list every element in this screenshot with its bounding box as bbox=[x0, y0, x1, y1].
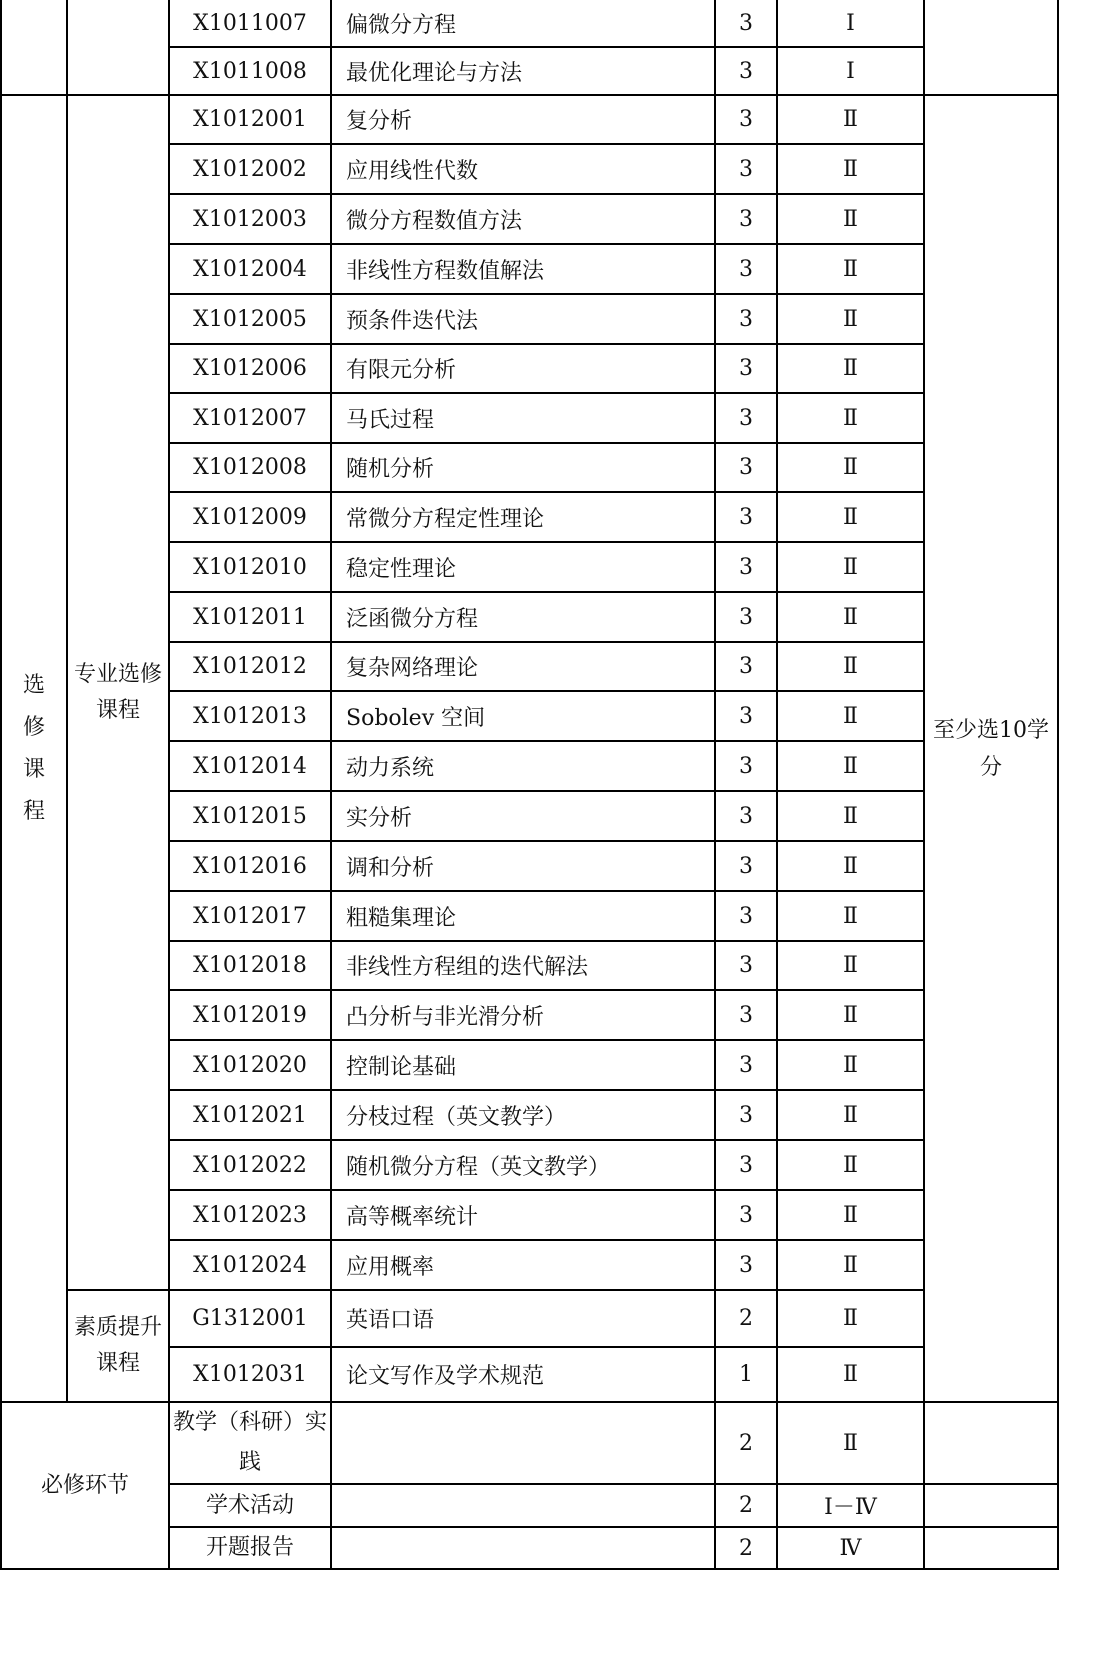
course-term: Ⅱ bbox=[777, 1090, 924, 1140]
course-credits: 3 bbox=[715, 443, 777, 492]
course-name: 随机分析 bbox=[331, 443, 715, 492]
course-credits: 3 bbox=[715, 990, 777, 1040]
course-term: Ⅰ bbox=[777, 0, 924, 47]
course-code: X1012010 bbox=[169, 542, 331, 592]
required-link-blank bbox=[331, 1484, 715, 1527]
course-code: X1012003 bbox=[169, 194, 331, 244]
course-term: Ⅱ bbox=[777, 144, 924, 194]
professional-elective-label: 专业选修课程 bbox=[67, 95, 169, 1290]
course-code: X1012017 bbox=[169, 891, 331, 941]
course-credits: 3 bbox=[715, 1140, 777, 1190]
course-credits: 3 bbox=[715, 393, 777, 443]
course-term: Ⅱ bbox=[777, 95, 924, 144]
course-code: X1012008 bbox=[169, 443, 331, 492]
course-term: Ⅱ bbox=[777, 891, 924, 941]
course-code: X1011008 bbox=[169, 47, 331, 95]
course-name: 实分析 bbox=[331, 791, 715, 841]
course-credits: 3 bbox=[715, 1240, 777, 1290]
course-code: X1012021 bbox=[169, 1090, 331, 1140]
course-term: Ⅱ bbox=[777, 1190, 924, 1240]
course-code: X1012011 bbox=[169, 592, 331, 642]
course-code: X1012016 bbox=[169, 841, 331, 891]
course-name: 调和分析 bbox=[331, 841, 715, 891]
course-code: X1012018 bbox=[169, 941, 331, 990]
course-credits: 3 bbox=[715, 47, 777, 95]
category-cell-continued bbox=[1, 0, 67, 95]
course-credits: 3 bbox=[715, 642, 777, 691]
required-links-label: 必修环节 bbox=[1, 1402, 169, 1569]
course-term: Ⅱ bbox=[777, 1140, 924, 1190]
course-name: Sobolev 空间 bbox=[331, 691, 715, 741]
course-name: 复杂网络理论 bbox=[331, 642, 715, 691]
course-credits: 3 bbox=[715, 691, 777, 741]
course-name: 动力系统 bbox=[331, 741, 715, 791]
course-credits: 3 bbox=[715, 1090, 777, 1140]
course-term: Ⅱ bbox=[777, 1040, 924, 1090]
course-code: X1012001 bbox=[169, 95, 331, 144]
course-credits: 3 bbox=[715, 294, 777, 344]
course-code: X1012012 bbox=[169, 642, 331, 691]
course-name: 分枝过程（英文教学） bbox=[331, 1090, 715, 1140]
course-code: X1012031 bbox=[169, 1347, 331, 1402]
course-name: 微分方程数值方法 bbox=[331, 194, 715, 244]
course-term: Ⅱ bbox=[777, 941, 924, 990]
course-name: 高等概率统计 bbox=[331, 1190, 715, 1240]
table-row bbox=[1, 0, 1058, 47]
course-term: Ⅱ bbox=[777, 642, 924, 691]
course-credits: 1 bbox=[715, 1347, 777, 1402]
course-credits: 3 bbox=[715, 791, 777, 841]
course-credits: 3 bbox=[715, 741, 777, 791]
required-link-blank bbox=[331, 1527, 715, 1569]
course-term: Ⅱ bbox=[777, 741, 924, 791]
quality-course-label: 素质提升课程 bbox=[67, 1290, 169, 1402]
course-credits: 3 bbox=[715, 194, 777, 244]
required-link-credits: 2 bbox=[715, 1484, 777, 1527]
course-term: Ⅱ bbox=[777, 990, 924, 1040]
course-name: 非线性方程组的迭代解法 bbox=[331, 941, 715, 990]
course-name: 预条件迭代法 bbox=[331, 294, 715, 344]
course-name: 常微分方程定性理论 bbox=[331, 492, 715, 542]
course-name: 论文写作及学术规范 bbox=[331, 1347, 715, 1402]
requirement-cell-continued bbox=[924, 0, 1058, 95]
course-credits: 3 bbox=[715, 344, 777, 393]
course-table-body bbox=[1, 0, 1058, 1569]
course-code: X1012007 bbox=[169, 393, 331, 443]
course-term: Ⅱ bbox=[777, 1240, 924, 1290]
required-link-name: 学术活动 bbox=[169, 1484, 331, 1527]
course-name: 应用线性代数 bbox=[331, 144, 715, 194]
course-credits: 3 bbox=[715, 941, 777, 990]
course-code: X1012013 bbox=[169, 691, 331, 741]
course-name: 有限元分析 bbox=[331, 344, 715, 393]
course-name: 稳定性理论 bbox=[331, 542, 715, 592]
required-link-term: Ⅳ bbox=[777, 1527, 924, 1569]
course-term: Ⅱ bbox=[777, 841, 924, 891]
elective-category-label: 选修课程 bbox=[22, 672, 45, 824]
course-term: Ⅱ bbox=[777, 542, 924, 592]
course-credits: 3 bbox=[715, 592, 777, 642]
course-credits: 3 bbox=[715, 95, 777, 144]
table-row bbox=[1, 1402, 1058, 1484]
course-name: 最优化理论与方法 bbox=[331, 47, 715, 95]
course-name: 复分析 bbox=[331, 95, 715, 144]
course-credits: 3 bbox=[715, 144, 777, 194]
course-name: 应用概率 bbox=[331, 1240, 715, 1290]
required-link-term: Ⅱ bbox=[777, 1402, 924, 1484]
course-name: 控制论基础 bbox=[331, 1040, 715, 1090]
course-name: 马氏过程 bbox=[331, 393, 715, 443]
course-code: X1012014 bbox=[169, 741, 331, 791]
course-code: X1012006 bbox=[169, 344, 331, 393]
table-row bbox=[1, 1290, 1058, 1347]
course-credits: 3 bbox=[715, 542, 777, 592]
course-credits: 3 bbox=[715, 1040, 777, 1090]
course-name: 泛函微分方程 bbox=[331, 592, 715, 642]
course-term: Ⅱ bbox=[777, 592, 924, 642]
elective-requirement: 至少选10学分 bbox=[924, 95, 1058, 1402]
course-name: 粗糙集理论 bbox=[331, 891, 715, 941]
course-term: Ⅱ bbox=[777, 393, 924, 443]
course-term: Ⅱ bbox=[777, 492, 924, 542]
course-term: Ⅱ bbox=[777, 1347, 924, 1402]
required-link-credits: 2 bbox=[715, 1402, 777, 1484]
course-name: 偏微分方程 bbox=[331, 0, 715, 47]
course-name: 英语口语 bbox=[331, 1290, 715, 1347]
elective-category bbox=[1, 95, 67, 1402]
required-link-blank bbox=[331, 1402, 715, 1484]
course-term: Ⅱ bbox=[777, 244, 924, 294]
course-credits: 3 bbox=[715, 841, 777, 891]
course-term: Ⅱ bbox=[777, 294, 924, 344]
course-term: Ⅱ bbox=[777, 1290, 924, 1347]
course-term: Ⅱ bbox=[777, 194, 924, 244]
course-code: X1012022 bbox=[169, 1140, 331, 1190]
course-code: X1012023 bbox=[169, 1190, 331, 1240]
required-link-credits: 2 bbox=[715, 1527, 777, 1569]
subcategory-cell-continued bbox=[67, 0, 169, 95]
course-term: Ⅱ bbox=[777, 344, 924, 393]
course-code: X1012015 bbox=[169, 791, 331, 841]
course-credits: 3 bbox=[715, 1190, 777, 1240]
course-credits: 2 bbox=[715, 1290, 777, 1347]
course-name: 随机微分方程（英文教学） bbox=[331, 1140, 715, 1190]
course-term: Ⅱ bbox=[777, 791, 924, 841]
course-term: Ⅰ bbox=[777, 47, 924, 95]
course-code: X1011007 bbox=[169, 0, 331, 47]
course-credits: 3 bbox=[715, 244, 777, 294]
required-link-note bbox=[924, 1402, 1058, 1484]
course-credits: 3 bbox=[715, 492, 777, 542]
course-code: X1012002 bbox=[169, 144, 331, 194]
required-link-note bbox=[924, 1527, 1058, 1569]
course-credits: 3 bbox=[715, 891, 777, 941]
course-name: 凸分析与非光滑分析 bbox=[331, 990, 715, 1040]
required-link-name: 开题报告 bbox=[169, 1527, 331, 1569]
course-name: 非线性方程数值解法 bbox=[331, 244, 715, 294]
course-term: Ⅱ bbox=[777, 443, 924, 492]
required-link-term: Ⅰ－Ⅳ bbox=[777, 1484, 924, 1527]
course-code: X1012024 bbox=[169, 1240, 331, 1290]
course-code: X1012004 bbox=[169, 244, 331, 294]
required-link-note bbox=[924, 1484, 1058, 1527]
course-code: X1012019 bbox=[169, 990, 331, 1040]
course-code: X1012020 bbox=[169, 1040, 331, 1090]
course-code: G1312001 bbox=[169, 1290, 331, 1347]
course-code: X1012005 bbox=[169, 294, 331, 344]
course-code: X1012009 bbox=[169, 492, 331, 542]
required-link-name: 教学（科研）实践 bbox=[169, 1402, 331, 1484]
course-credits: 3 bbox=[715, 0, 777, 47]
course-term: Ⅱ bbox=[777, 691, 924, 741]
table-row bbox=[1, 95, 1058, 144]
